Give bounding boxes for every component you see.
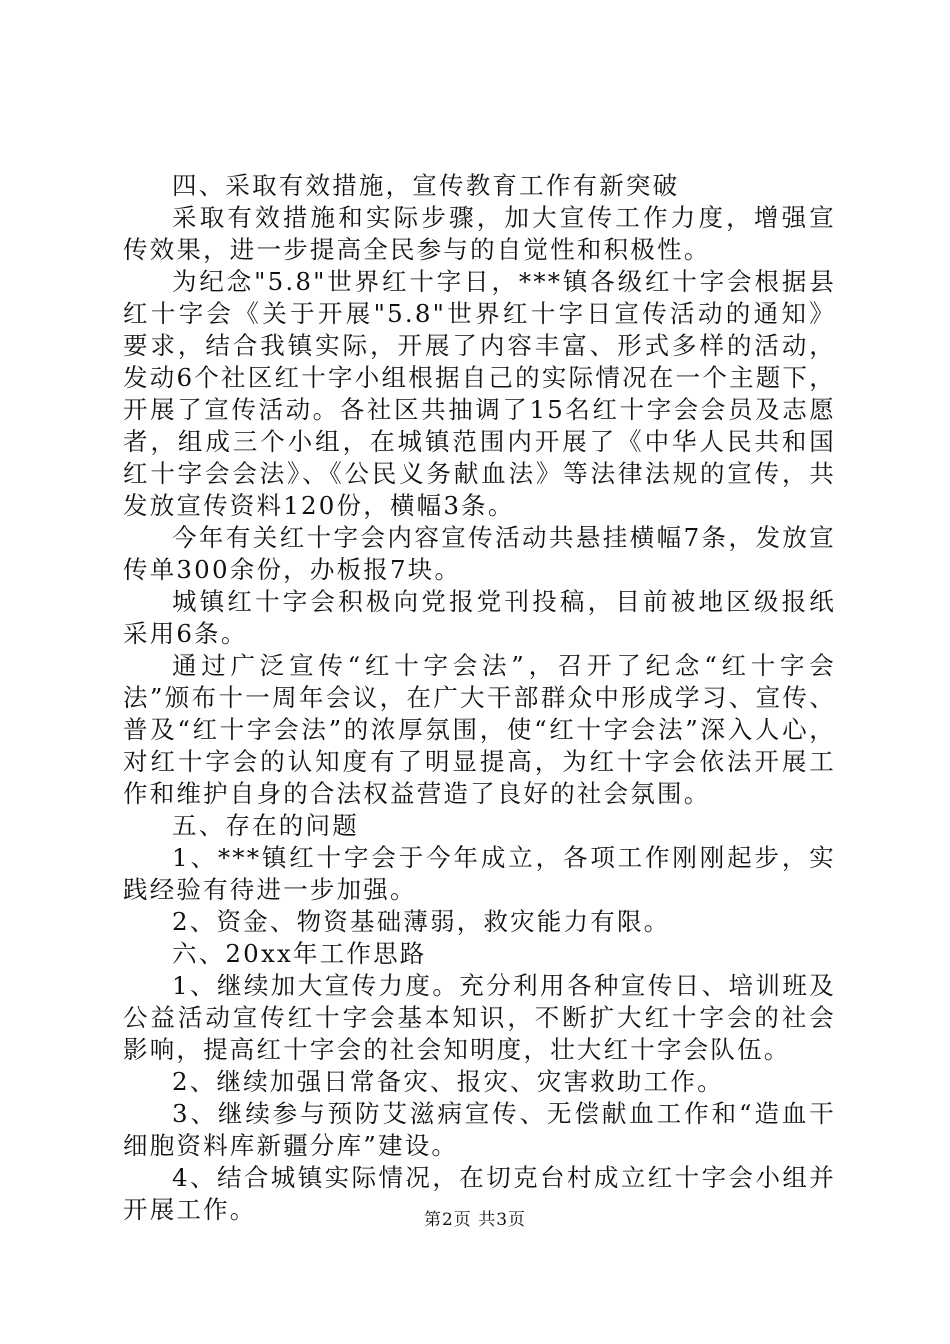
section-heading-4: 四、采取有效措施，宣传教育工作有新突破: [172, 171, 680, 200]
list-item: 2、资金、物资基础薄弱，救灾能力有限。: [172, 907, 671, 936]
paragraph: 通过广泛宣传“红十字会法”，召开了纪念“红十字会法”颁布十一周年会议，在广大干部群众中形成学习、宣传、普及“红十字会法”的浓厚氛围，使“红十字会法”深入人心，对红十字会的认知度有了明显提高，为红十字会依法开展工作和维护自身的合法权益营造了良好的社会氛围。: [123, 651, 836, 808]
section-heading-6: 六、20xx年工作思路: [172, 939, 427, 968]
paragraph: 今年有关红十字会内容宣传活动共悬挂横幅7条，发放宣传单300余份，办板报7块。: [123, 523, 836, 584]
document-body: [123, 170, 836, 1226]
paragraph: 为纪念"5.8"世界红十字日，***镇各级红十字会根据县红十字会《关于开展"5.8"世界红十字日宣传活动的通知》要求，结合我镇实际，开展了内容丰富、形式多样的活动，发动6个社区红十字小组根据自己的实际情况在一个主题下，开展了宣传活动。各社区共抽调了15名红十字会会员及志愿者，组成三个小组，在城镇范围内开展了《中华人民共和国红十字会会法》、《公民义务献血法》等法律法规的宣传，共发放宣传资料120份，横幅3条。: [123, 267, 836, 520]
list-item: 1、***镇红十字会于今年成立，各项工作刚刚起步，实践经验有待进一步加强。: [123, 843, 836, 904]
list-item: 1、继续加大宣传力度。充分利用各种宣传日、培训班及公益活动宣传红十字会基本知识，不断扩大红十字会的社会影响，提高红十字会的社会知明度，壮大红十字会队伍。: [123, 971, 836, 1064]
section-heading-5: 五、存在的问题: [172, 811, 359, 840]
list-item: 3、继续参与预防艾滋病宣传、无偿献血工作和“造血干细胞资料库新疆分库”建设。: [123, 1099, 836, 1160]
list-item: 4、结合城镇实际情况，在切克台村成立红十字会小组并开展工作。: [123, 1163, 836, 1224]
paragraph: 城镇红十字会积极向党报党刊投稿，目前被地区级报纸采用6条。: [123, 587, 836, 648]
page-number-footer: 第2页 共3页: [423, 1210, 527, 1230]
list-item: 2、继续加强日常备灾、报灾、灾害救助工作。: [172, 1067, 724, 1096]
paragraph: 采取有效措施和实际步骤，加大宣传工作力度，增强宣传效果，进一步提高全民参与的自觉性和积极性。: [123, 203, 836, 264]
